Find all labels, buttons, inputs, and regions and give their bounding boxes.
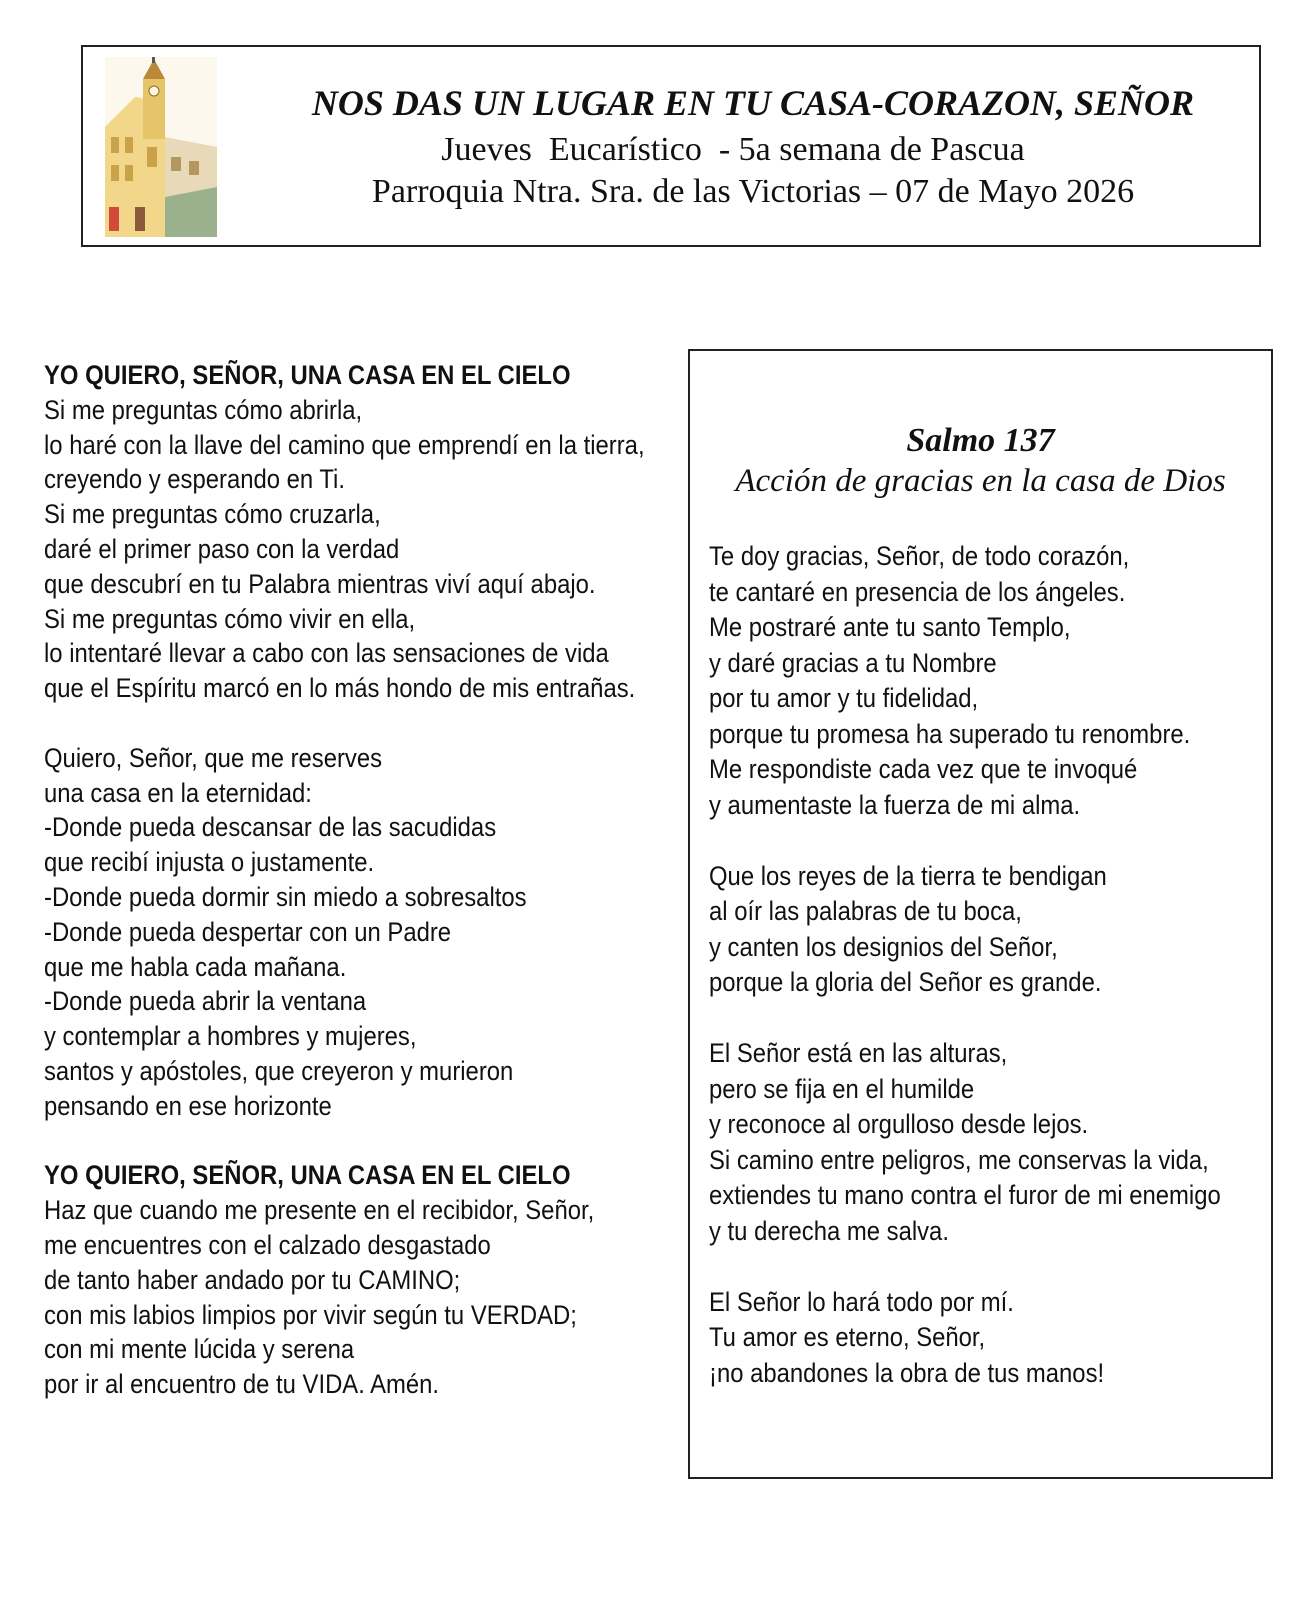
psalm-line: extiendes tu mano contra el furor de mi enemigo: [709, 1180, 1221, 1210]
psalm-line: te cantaré en presencia de los ángeles.: [709, 576, 1126, 607]
psalm-stanza-2: [709, 859, 1258, 1001]
prayer-line: -Donde pueda dormir sin miedo a sobresaltos: [44, 881, 527, 912]
prayer-line: que el Espíritu marcó en lo más hondo de mis entrañas.: [44, 673, 636, 704]
prayer-line: creyendo y esperando en Ti.: [44, 464, 345, 495]
church-illustration: [105, 57, 217, 237]
psalm-line: Te doy gracias, Señor, de todo corazón,: [709, 541, 1130, 571]
prayer-stanza-2: [44, 741, 620, 1124]
psalm-line: Me respondiste cada vez que te invoqué: [709, 754, 1138, 784]
psalm-line: pero se fija en el humilde: [709, 1073, 975, 1104]
prayer-line: Si me preguntas cómo vivir en ella,: [44, 603, 416, 634]
header-box: [81, 45, 1261, 247]
prayer-line: pensando en ese horizonte: [44, 1090, 332, 1121]
psalm-line: al oír las palabras de tu boca,: [709, 896, 1022, 926]
prayer-line: por ir al encuentro de tu VIDA. Amén.: [44, 1369, 440, 1400]
prayer-line: y contemplar a hombres y mujeres,: [44, 1021, 417, 1052]
psalm-subtitle: Acción de gracias en la casa de Dios: [735, 463, 1226, 499]
prayer-heading: YO QUIERO, SEÑOR, UNA CASA EN EL CIELO: [44, 1160, 571, 1191]
stanza-gap: [709, 1001, 1258, 1037]
prayer-line: que recibí injusta o justamente.: [44, 847, 375, 878]
prayer-column: [44, 358, 645, 1402]
psalm-line: y tu derecha me salva.: [709, 1215, 949, 1246]
stanza-gap: [44, 1124, 620, 1159]
prayer-line: Si me preguntas cómo abrirla,: [44, 394, 363, 425]
psalm-stanza-4: [709, 1285, 1258, 1392]
psalm-line: Tu amor es eterno, Señor,: [709, 1322, 986, 1352]
prayer-line: daré el primer paso con la verdad: [44, 533, 400, 564]
stanza-gap: [709, 823, 1258, 859]
prayer-line: Si me preguntas cómo cruzarla,: [44, 499, 381, 530]
psalm-line: ¡no abandones la obra de tus manos!: [709, 1357, 1105, 1388]
psalm-line: El Señor lo hará todo por mí.: [709, 1286, 1014, 1317]
prayer-line: -Donde pueda despertar con un Padre: [44, 916, 452, 947]
prayer-line: con mis labios limpios por vivir según tu VERDAD;: [44, 1299, 577, 1330]
psalm-line: Que los reyes de la tierra te bendigan: [709, 860, 1107, 891]
prayer-line: Quiero, Señor, que me reserves: [44, 742, 383, 773]
prayer-heading: YO QUIERO, SEÑOR, UNA CASA EN EL CIELO: [44, 360, 571, 390]
psalm-line: porque tu promesa ha superado tu renombre.: [709, 718, 1191, 749]
prayer-line: que descubrí en tu Palabra mientras viví aquí abajo.: [44, 568, 596, 599]
psalm-line: Si camino entre peligros, me conservas la vida,: [709, 1144, 1209, 1175]
prayer-line: una casa en la eternidad:: [44, 777, 312, 808]
prayer-line: santos y apóstoles, que creyeron y murieron: [44, 1055, 514, 1086]
prayer-line: que me habla cada mañana.: [44, 951, 347, 982]
prayer-line: de tanto haber andado por tu CAMINO;: [44, 1264, 461, 1295]
stanza-gap: [709, 1249, 1258, 1285]
psalm-line: y reconoce al orgulloso desde lejos.: [709, 1109, 1089, 1139]
prayer-line: -Donde pueda descansar de las sacudidas: [44, 812, 497, 843]
psalm-stanza-1: [709, 539, 1258, 823]
psalm-line: Me postraré ante tu santo Templo,: [709, 612, 1071, 642]
psalm-line: por tu amor y tu fidelidad,: [709, 683, 979, 713]
psalm-line: y aumentaste la fuerza de mi alma.: [709, 789, 1081, 820]
psalm-line: El Señor está en las alturas,: [709, 1038, 1008, 1068]
psalm-line: y canten los designios del Señor,: [709, 931, 1058, 962]
psalm-line: porque la gloria del Señor es grande.: [709, 967, 1102, 997]
prayer-line: me encuentres con el calzado desgastado: [44, 1229, 491, 1260]
psalm-box: [688, 349, 1273, 1479]
header-subtitle-parish: Parroquia Ntra. Sra. de las Victorias – 07 de Mayo 2026: [371, 173, 1135, 210]
prayer-stanza-1: [44, 393, 645, 706]
psalm-stanza-3: [709, 1036, 1258, 1249]
prayer-line: Haz que cuando me presente en el recibidor, Señor,: [44, 1195, 595, 1226]
header-title: NOS DAS UN LUGAR EN TU CASA-CORAZON, SEÑOR: [311, 83, 1195, 123]
prayer-line: lo intentaré llevar a cabo con las sensaciones de vida: [44, 638, 609, 669]
psalm-body: [709, 539, 1258, 1391]
prayer-stanza-3: [44, 1193, 620, 1402]
psalm-title: Salmo 137: [906, 422, 1055, 459]
header-subtitle-day: Jueves Eucarístico - 5a semana de Pascua: [441, 131, 1025, 168]
psalm-line: y daré gracias a tu Nombre: [709, 647, 997, 678]
prayer-line: lo haré con la llave del camino que emprendí en la tierra,: [44, 429, 645, 460]
prayer-line: con mi mente lúcida y serena: [44, 1334, 355, 1365]
prayer-line: -Donde pueda abrir la ventana: [44, 986, 367, 1017]
stanza-gap: [44, 706, 620, 741]
